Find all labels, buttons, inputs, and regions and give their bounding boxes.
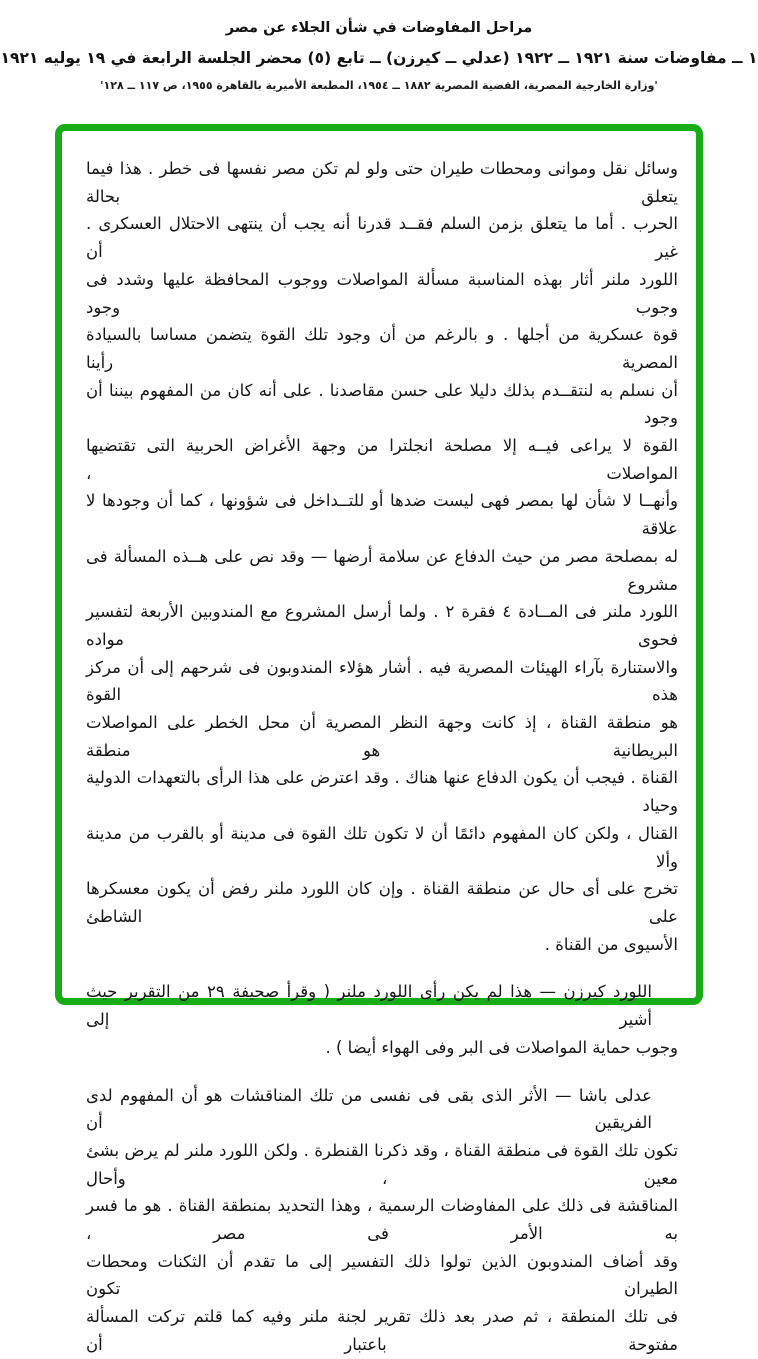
text-line: الأسيوى من القناة . xyxy=(544,934,678,954)
text-line: القوة لا يراعى فيــه إلا مصلحة انجلترا من وجهة الأغراض الحربية التى تقتضيها المواصلات ، xyxy=(86,436,678,483)
scanned-text-body xyxy=(86,155,678,1359)
text-line: قوة عسكرية من أجلها . و بالرغم من أن وجود تلك القوة يتضمن مساسا بالسيادة المصرية رأينا xyxy=(86,325,678,372)
text-line: والاستنارة بآراء الهيئات المصرية فيه . أشار هؤلاء المندوبون فى شرحهم إلى أن مركز هذه القوة xyxy=(86,657,678,705)
text-line: الحرب . أما ما يتعلق بزمن السلم فقــد قدرنا أنه يجب أن ينتهى الاحتلال العسكرى . غير أن xyxy=(86,214,678,262)
paragraph-continuation xyxy=(86,155,678,958)
text-line: عدلى باشا — الأثر الذى بقى فى نفسى من تلك المناقشات هو أن المفهوم لدى الفريقين أن xyxy=(86,1085,652,1133)
text-line: تكون تلك القوة فى منطقة القناة ، وقد ذكرنا القنطرة . ولكن اللورد ملنر لم يرض بشئ معين ، وأحال xyxy=(86,1140,678,1188)
green-highlight-frame xyxy=(55,124,703,1354)
text-line: له بمصلحة مصر من حيث الدفاع عن سلامة أرضها — وقد نص على هــذه المسألة فى مشروع xyxy=(86,546,678,594)
text-line: هو منطقة القناة ، إذ كانت وجهة النظر المصرية أن محل الخطر على المواصلات البريطانية هو منطقة xyxy=(86,713,678,760)
page-header xyxy=(0,20,758,92)
text-line: فى تلك المنطقة ، ثم صدر بعد ذلك تقرير لجنة ملنر وفيه كما قلتم تركت المسألة مفتوحة باعتبار أن xyxy=(86,1307,678,1354)
text-line: أن نسلم به لنتقــدم بذلك دليلا على حسن مقاصدنا . على أنه كان من المفهوم بيننا أن وجود xyxy=(86,380,678,428)
text-line: المناقشة فى ذلك على المفاوضات الرسمية ، وهذا التحديد بمنطقة القناة . هو ما فسر به الأمر فى مصر ، xyxy=(86,1196,678,1244)
text-line: القناة . فيجب أن يكون الدفاع عنها هناك . وقد اعترض على هذا الرأى بالتعهدات الدولية وحياد xyxy=(86,768,678,816)
text-line: وجوب حماية المواصلات فى البر وفى الهواء أيضا ) . xyxy=(325,1037,678,1057)
page-subtitle: ١ ــ مفاوضات سنة ١٩٢١ ــ ١٩٢٢ (عدلي ــ كيرزن) ــ تابع (٥) محضر الجلسة الرابعة في ١٩ يوليه ١٩٢١ xyxy=(0,49,758,67)
text-line: اللورد ملنر أثار بهذه المناسبة مسألة المواصلات ووجوب المحافظة عليها وشدد فى وجوب وجود xyxy=(86,269,678,317)
page-title: مراحل المفاوضات في شأن الجلاء عن مصر xyxy=(225,20,533,36)
source-citation: 'وزارة الخارجية المصرية، القضية المصرية ١٨٨٢ ــ ١٩٥٤، المطبعة الأميرية بالقاهرة ١٩٥٥، ص ١١٧ ــ ١٢٨' xyxy=(100,79,658,92)
text-line: القنال ، ولكن كان المفهوم دائمًا أن لا تكون تلك القوة فى مدينة أو بالقرب من مدينة وألا xyxy=(86,823,678,871)
text-line: وسائل نقل وموانى ومحطات طيران حتى ولو لم تكن مصر نفسها فى خطر . هذا فيما يتعلق بحالة xyxy=(86,159,678,206)
paragraph-adli-pasha xyxy=(86,1082,678,1359)
text-line: تخرج على أى حال عن منطقة القناة . وإن كان اللورد ملنر رفض أن يكون معسكرها على الشاطئ xyxy=(86,879,678,926)
text-line: وقد أضاف المندوبون الذين تولوا ذلك التفسير إلى ما تقدم أن الثكنات ومحطات الطيران تكون xyxy=(86,1251,678,1299)
text-line: اللورد كيرزن — هذا لم يكن رأى اللورد ملنر ( وقرأ صحيفة ٢٩ من التقرير حيث أشير إلى xyxy=(86,982,652,1030)
text-line: وأنهــا لا شأن لها بمصر فهى ليست ضدها أو للتــداخل فى شؤونها ، كما أن وجودها لا علاقة xyxy=(86,491,678,539)
paragraph-lord-curzon xyxy=(86,978,678,1061)
text-line: اللورد ملنر فى المــادة ٤ فقرة ٢ . ولما أرسل المشروع مع المندوبين الأربعة لتفسير فحوى مواده xyxy=(86,602,678,649)
